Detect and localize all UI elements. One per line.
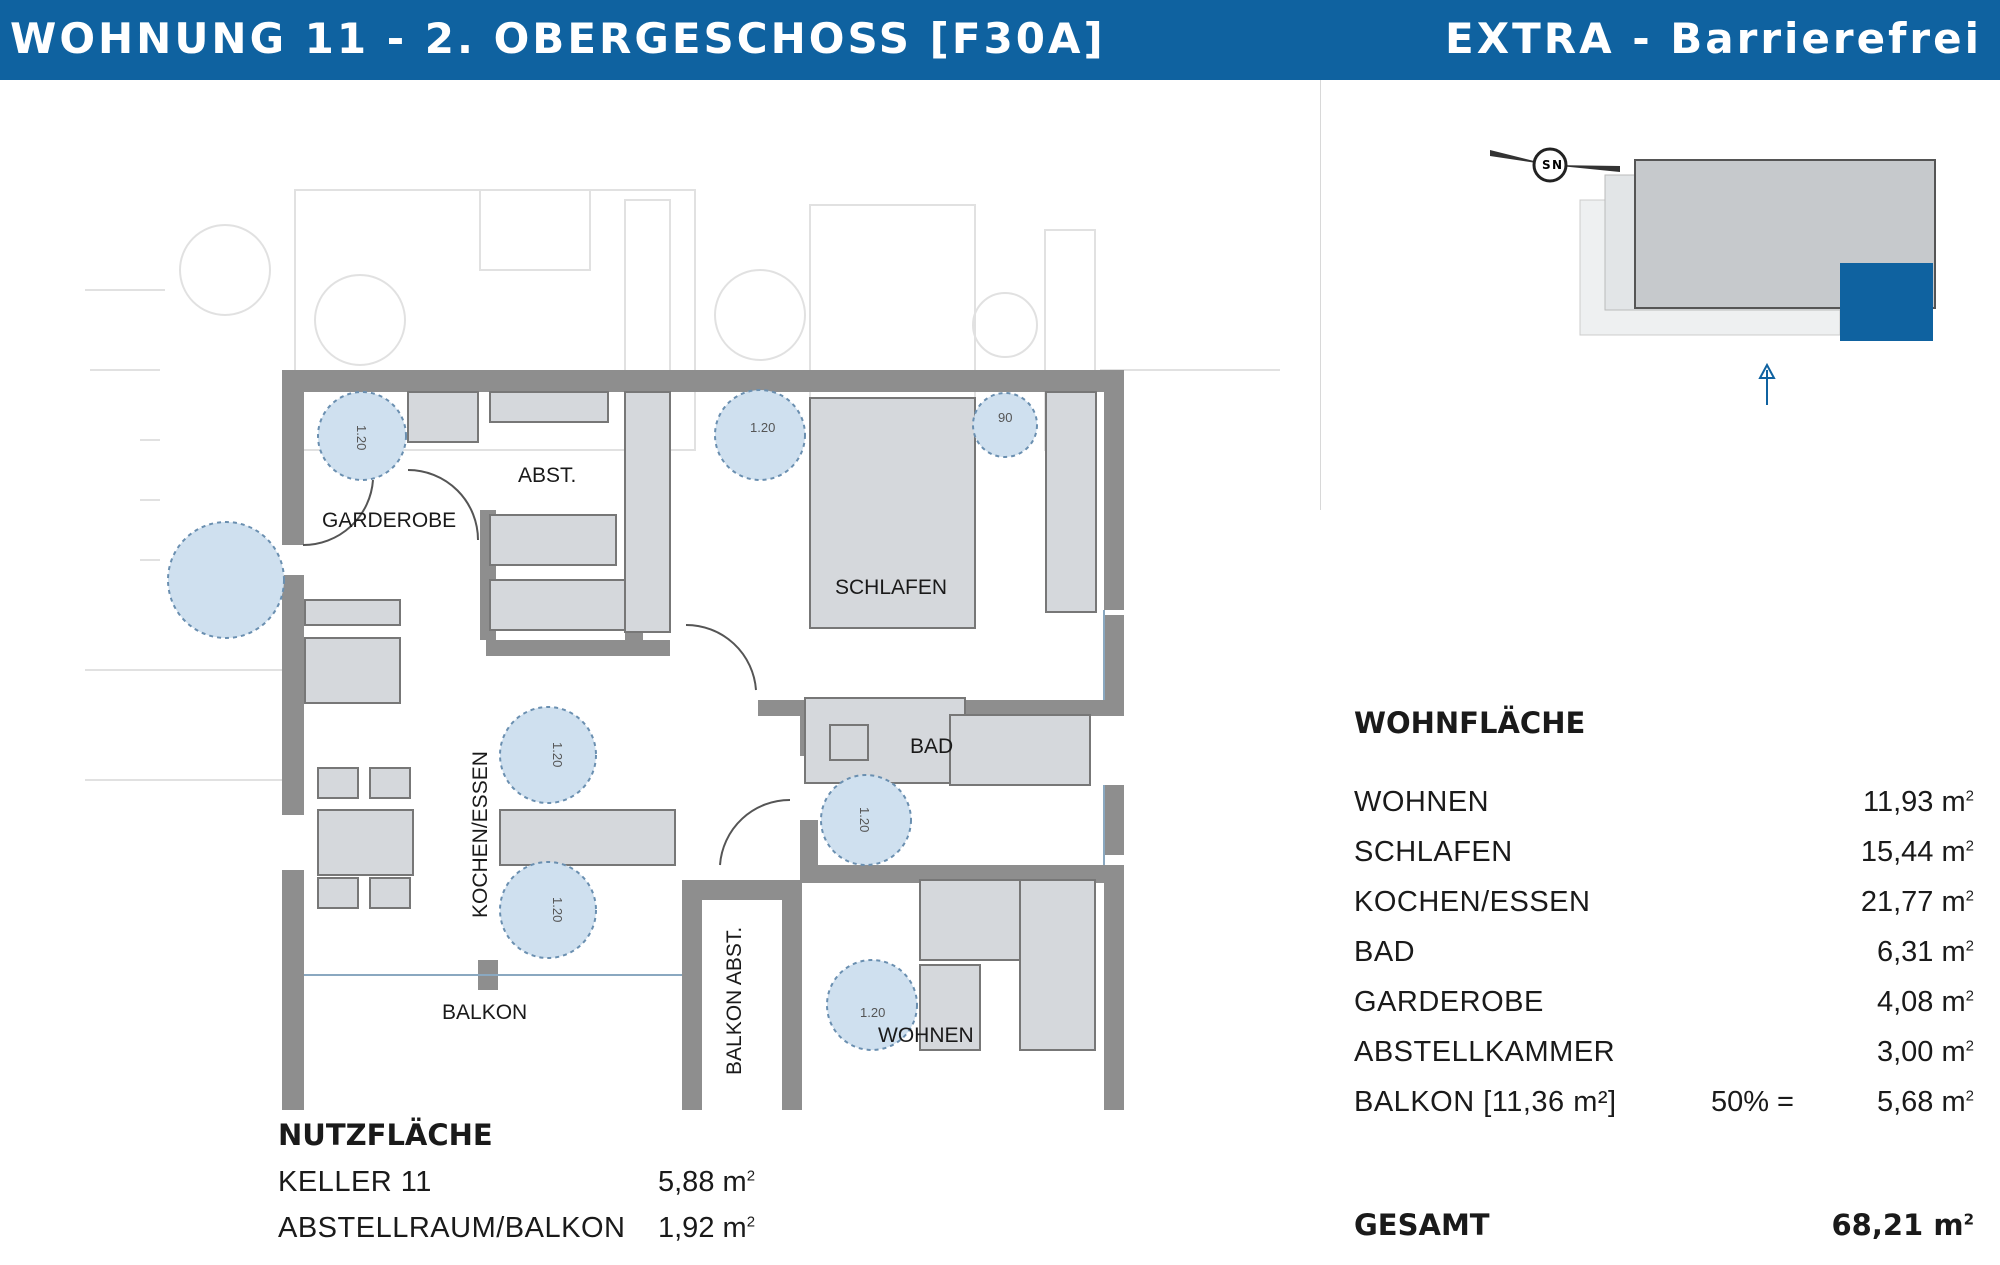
total-value: 68,21 $m^2$ xyxy=(1831,1208,1974,1242)
apartment-highlight xyxy=(1840,263,1933,341)
room-wohnen: WOHNEN xyxy=(878,1024,974,1047)
area-row xyxy=(1354,836,1974,886)
area-value: 3,00 $m^2$ xyxy=(1876,1036,1974,1068)
area-value: 1,92 $m^2$ xyxy=(658,1212,756,1244)
divider xyxy=(1320,80,1321,510)
svg-text:1.20: 1.20 xyxy=(857,807,872,833)
total-row xyxy=(1354,1208,1974,1242)
page-title: WOHNUNG 11 - 2. OBERGESCHOSS [F30A] xyxy=(10,14,1106,63)
area-row xyxy=(1354,786,1974,836)
svg-text:90: 90 xyxy=(998,410,1013,425)
nutzflaeche-section xyxy=(278,1118,918,1258)
wohnflaeche-section xyxy=(1354,706,1974,1136)
room-kochen: KOCHEN/ESSEN xyxy=(469,751,492,918)
area-label: GARDEROBE xyxy=(1354,986,1544,1018)
area-label: KELLER 11 xyxy=(278,1166,432,1198)
svg-text:1.20: 1.20 xyxy=(860,1005,886,1020)
floor-plan xyxy=(0,80,1320,1110)
area-row xyxy=(1354,936,1974,986)
svg-text:1.20: 1.20 xyxy=(550,742,565,768)
area-label: ABSTELLRAUM/BALKON xyxy=(278,1212,626,1244)
room-balkon: BALKON xyxy=(442,1001,528,1024)
nutzflaeche-heading: NUTZFLÄCHE xyxy=(278,1118,493,1152)
room-garderobe: GARDEROBE xyxy=(322,509,457,532)
doors xyxy=(303,470,1104,1110)
total-label: GESAMT xyxy=(1354,1208,1490,1242)
area-row xyxy=(1354,986,1974,1036)
area-row xyxy=(1354,1036,1974,1086)
area-value: 4,08 $m^2$ xyxy=(1876,986,1974,1018)
area-row xyxy=(1354,886,1974,936)
svg-text:S: S xyxy=(1542,158,1551,172)
svg-text:1.20: 1.20 xyxy=(750,420,776,435)
area-label: KOCHEN/ESSEN xyxy=(1354,886,1591,918)
area-row xyxy=(278,1166,918,1212)
room-bad: BAD xyxy=(910,735,954,758)
area-value: 15,44 $m^2$ xyxy=(1860,836,1974,868)
area-value: 11,93 $m^2$ xyxy=(1863,786,1974,818)
svg-text:N: N xyxy=(1552,158,1563,172)
extra-badge: EXTRA - Barrierefrei xyxy=(1445,14,1982,63)
area-label: BAD xyxy=(1354,936,1416,968)
area-row xyxy=(278,1212,918,1258)
compass-icon xyxy=(1490,149,1620,181)
area-label: ABSTELLKAMMER xyxy=(1354,1036,1616,1068)
area-value: 5,88 $m^2$ xyxy=(658,1166,756,1198)
area-value: 5,68 $m^2$ xyxy=(1876,1086,1974,1118)
area-label: SCHLAFEN xyxy=(1354,836,1513,868)
area-label: WOHNEN xyxy=(1354,786,1490,818)
area-label: BALKON [11,36 m²] xyxy=(1354,1086,1617,1118)
site-key-plan xyxy=(1490,120,1960,420)
svg-text:1.20: 1.20 xyxy=(550,897,565,923)
header-bar xyxy=(0,0,2000,80)
area-row xyxy=(1354,1086,1974,1136)
wohnflaeche-heading: WOHNFLÄCHE xyxy=(1354,706,1586,740)
area-value: 6,31 $m^2$ xyxy=(1876,936,1974,968)
room-schlafen: SCHLAFEN xyxy=(835,576,948,599)
svg-text:1.20: 1.20 xyxy=(354,425,369,451)
area-percentage: 50% = xyxy=(1710,1086,1794,1118)
room-balkon-abst: BALKON ABST. xyxy=(723,926,746,1075)
area-value: 21,77 $m^2$ xyxy=(1860,886,1974,918)
room-abst: ABST. xyxy=(518,464,577,487)
neighbour-plan xyxy=(85,190,1280,780)
